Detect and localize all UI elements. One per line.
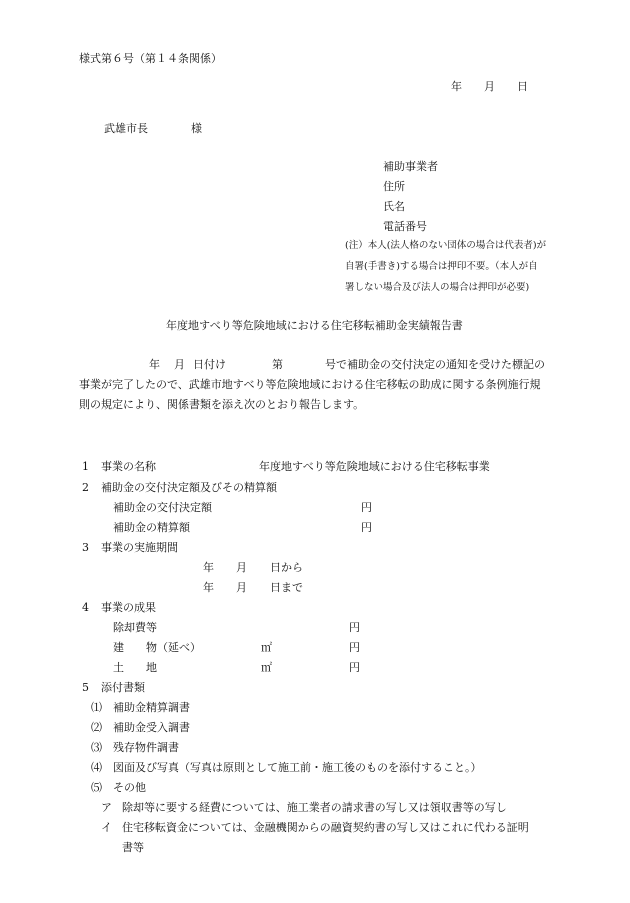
item4-b-area-unit: ㎡ (261, 641, 272, 654)
item3-to-month: 月 (236, 581, 247, 594)
item2-b-label: 補助金の精算額 (113, 521, 190, 534)
attachment-text: 補助金精算調書 (113, 701, 190, 714)
signature-note-line: 署しない場合及び法人の場合は押印が必要) (345, 282, 530, 293)
item2-a-label: 補助金の交付決定額 (113, 501, 212, 514)
form-id: 様式第６号（第１４条関係） (79, 52, 222, 65)
applicant-phone-label: 電話番号 (383, 220, 427, 233)
item4-b-unit: 円 (349, 641, 360, 654)
addressee-name: 武雄市長 (104, 122, 148, 135)
item4-a-label: 除却費等 (113, 621, 157, 634)
item4-c-area-unit: ㎡ (261, 661, 272, 674)
attachment-number: ⑸ (91, 781, 102, 794)
item4-label: 事業の成果 (101, 601, 156, 614)
sub-item-text: 除却等に要する経費については、施工業者の請求書の写し又は領収書等の写し (122, 801, 507, 814)
date-day: 日 (517, 80, 528, 93)
item2-a-unit: 円 (361, 501, 372, 514)
attachment-text: 補助金受入調書 (113, 721, 190, 734)
attachment-text: 残存物件調書 (113, 741, 179, 754)
attachment-number: ⑵ (91, 721, 102, 734)
item2-label: 補助金の交付決定額及びその精算額 (101, 481, 277, 494)
date-month: 月 (484, 80, 495, 93)
signature-note-line: 自署(手書き)する場合は押印不要。（本人が自 (345, 261, 538, 272)
item3-from-month: 月 (236, 561, 247, 574)
item4-c-unit: 円 (349, 661, 360, 674)
body-number-prefix: 第 (272, 358, 283, 371)
item3-to-year: 年 (203, 581, 214, 594)
body-line1-rest: 号で補助金の交付決定の通知を受けた標記の (325, 358, 545, 371)
applicant-name-label: 氏名 (383, 200, 405, 213)
item2-b-unit: 円 (361, 521, 372, 534)
item3-from-year: 年 (203, 561, 214, 574)
sub-item-mark: イ (101, 821, 112, 834)
applicant-title: 補助事業者 (383, 160, 438, 173)
item2-number: 2 (82, 481, 89, 494)
attachment-number: ⑶ (91, 741, 102, 754)
document-title: 年度地すべり等危険地域における住宅移転補助金実績報告書 (166, 319, 463, 332)
item4-a-unit: 円 (349, 621, 360, 634)
item3-number: 3 (82, 541, 89, 554)
item4-number: 4 (82, 601, 89, 614)
body-line3: 則の規定により、関係書類を添え次のとおり報告します。 (79, 398, 365, 411)
addressee-honorific: 様 (191, 122, 202, 135)
item5-number: 5 (82, 681, 89, 694)
date-year: 年 (451, 80, 462, 93)
item3-label: 事業の実施期間 (101, 541, 178, 554)
signature-note-line: (注）本人(法人格のない団体の場合は代表者)が (345, 240, 547, 251)
attachment-text: その他 (113, 781, 146, 794)
body-year: 年 (149, 358, 160, 371)
item3-from-day: 日から (270, 561, 303, 574)
item5-label: 添付書類 (101, 681, 145, 694)
sub-item-mark: ア (101, 801, 112, 814)
body-month: 月 (174, 358, 185, 371)
attachment-number: ⑷ (91, 761, 102, 774)
sub-item-text: 住宅移転資金については、金融機関からの融資契約書の写し又はこれに代わる証明 (122, 821, 529, 834)
item3-to-day: 日まで (270, 581, 303, 594)
attachment-text: 図面及び写真（写真は原則として施工前・施工後のものを添付すること。） (113, 761, 482, 774)
item1-label: 事業の名称 (101, 460, 156, 473)
item4-b-label: 建 物（延べ） (113, 641, 201, 654)
body-day: 日付け (193, 358, 226, 371)
item1-value: 年度地すべり等危険地域における住宅移転事業 (259, 460, 490, 473)
item1-number: 1 (82, 460, 89, 473)
sub-item-text-continued: 書等 (122, 841, 144, 854)
item4-c-label: 土 地 (113, 661, 157, 674)
applicant-address-label: 住所 (383, 180, 405, 193)
attachment-number: ⑴ (91, 701, 102, 714)
body-line2: 事業が完了したので、武雄市地すべり等危険地域における住宅移転の助成に関する条例施行規 (79, 378, 541, 391)
